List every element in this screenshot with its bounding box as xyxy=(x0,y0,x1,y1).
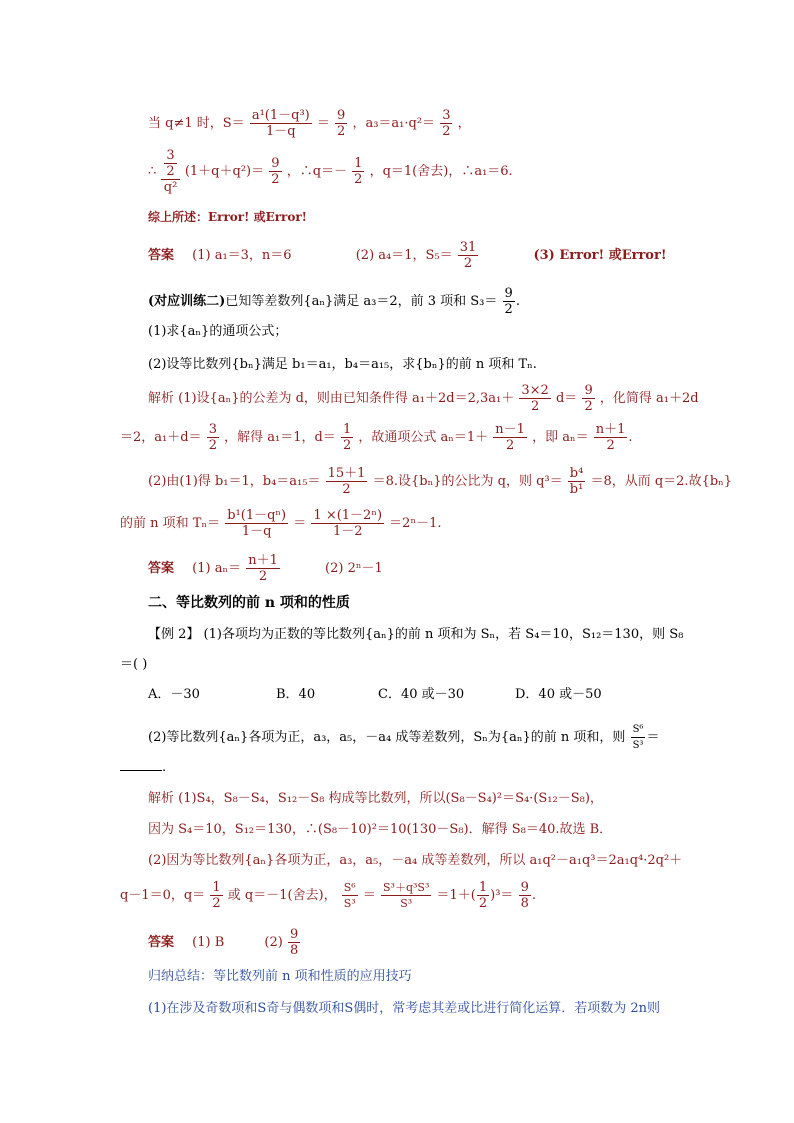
example-2-solution-1: 解析 (1)S₄，S₈－S₄，S₁₂－S₈ 构成等比数列，所以(S₈－S₄)²＝S₄·(S₁₂－S₈)， xyxy=(148,791,603,806)
example-2-answer: 答案 (1) B (2) $\frac{9}{8}$ xyxy=(148,927,299,958)
option-b: B．40 xyxy=(276,687,316,702)
drill-question-1: (1)求{aₙ}的通项公式； xyxy=(148,324,288,339)
answer-line: 答案 (1) a₁＝3，n＝6 (2) a₄＝1，S₅＝ $\frac{31}{2}$ (3) Error! 或Error! xyxy=(148,240,667,271)
example-2-part-2: (2)等比数列{aₙ}各项为正，a₃，a₅，－a₄ 成等差数列，Sₙ为{aₙ}的前 n 项和，则 $\frac{\text{S⁶}}{\text{S³}}$ ＝ xyxy=(148,724,660,751)
drill-title: (对应训练二)已知等差数列{aₙ}满足 a₃＝2，前 3 项和 S₃＝ $\frac{9}{2}$ . xyxy=(148,286,520,317)
section-heading: 二、等比数列的前 n 项和的性质 xyxy=(148,595,350,611)
fraction: $\frac{3}{2}$ xyxy=(442,108,451,139)
drill-question-2: (2)设等比数列{bₙ}满足 b₁＝a₁，b₄＝a₁₅，求{bₙ}的前 n 项和 Tₙ. xyxy=(148,357,537,372)
summary-item-1: (1)在涉及奇数项和S奇与偶数项和S偶时，常考虑其差或比进行简化运算．若项数为 2n则 xyxy=(148,1001,661,1016)
fraction: $\frac{9}{2}$ xyxy=(337,108,346,139)
solution-line-2: ∴ $\frac{\frac{3}{2}}{\text{q²}}$ (1＋q＋q²)＝ $\frac{9}{2}$ ，∴q＝－ $\frac{1}{2}$ ，q＝1(舍去)，∴a₁＝6. xyxy=(148,148,513,195)
drill-solution-4: 的前 n 项和 Tₙ＝ $\frac{\text{b¹(1－qⁿ)}}{1-q}$ ＝ $\frac{\text{1 ×(1－2ⁿ)}}{1-2}$ ＝2ⁿ－1. xyxy=(120,508,442,539)
fraction: $\frac{\text{a¹(1－q³)}}{1-q}$ xyxy=(251,108,310,139)
example-2-solution-4: q－1＝0，q＝ $\frac{1}{2}$ 或 q＝－1(舍去)， $\frac{\text{S⁶}}{\text{S³}}$ ＝ $\frac{\text{S³＋q³S³}}{\text{S³}}$ ＝1＋( $\frac{1}{2}$ )³＝ $\frac{9}{8}$ . xyxy=(120,880,536,911)
example-2-solution-3: (2)因为等比数列{aₙ}各项为正，a₃，a₅，－a₄ 成等差数列，所以 a₁q²－a₁q³＝2a₁q⁴·2q²＋ xyxy=(148,853,683,868)
blank-line[interactable] xyxy=(120,758,162,771)
summary-line: 综上所述：Error! 或Error! xyxy=(148,210,307,224)
drill-solution-1: 解析 (1)设{aₙ}的公差为 d，则由已知条件得 a₁＋2d＝2,3a₁＋ $\frac{3\times 2}{2}$ d＝ $\frac{9}{2}$ ，化简得 a₁＋2d xyxy=(148,383,699,414)
example-2-line-1: 【例 2】 (1)各项均为正数的等比数列{aₙ}的前 n 项和为 Sₙ，若 S₄＝10，S₁₂＝130，则 S₈ xyxy=(148,627,684,642)
option-d: D．40 或－50 xyxy=(515,687,602,702)
example-2-line-2: ＝( ) xyxy=(120,657,148,672)
option-c: C．40 或－30 xyxy=(378,687,465,702)
drill-solution-3: (2)由(1)得 b₁＝1，b₄＝a₁₅＝ $\frac{15+1}{2}$ ＝8.设{bₙ}的公比为 q，则 q³＝ $\frac{\text{b⁴}}{\text{b¹}}$ ＝8，从而 q＝2.故{bₙ} xyxy=(148,466,733,497)
drill-answer: 答案 (1) aₙ＝ $\frac{n+1}{2}$ (2) 2ⁿ－1 xyxy=(148,553,383,584)
option-a: A．－30 xyxy=(148,687,200,702)
drill-solution-2: ＝2，a₁＋d＝ $\frac{3}{2}$ ，解得 a₁＝1，d＝ $\frac{1}{2}$ ，故通项公式 aₙ＝1＋ $\frac{n-1}{2}$ ，即 aₙ＝ $\frac{n+1}{2}$ . xyxy=(120,422,633,453)
compound-fraction: $\frac{\frac{3}{2}}{\text{q²}}$ xyxy=(161,148,179,195)
answer-blank: . xyxy=(120,758,166,777)
summary-title: 归纳总结：等比数列前 n 项和性质的应用技巧 xyxy=(148,969,412,984)
example-2-solution-2: 因为 S₄＝10，S₁₂＝130，∴(S₈－10)²＝10(130－S₈)．解得 S₈＝40.故选 B． xyxy=(148,822,613,837)
solution-line-1: 当 q≠1 时，S＝ $\frac{\text{a¹(1－q³)}}{1-q}$ ＝ $\frac{9}{2}$ ，a₃＝a₁·q²＝ $\frac{3}{2}$ ， xyxy=(148,108,471,139)
